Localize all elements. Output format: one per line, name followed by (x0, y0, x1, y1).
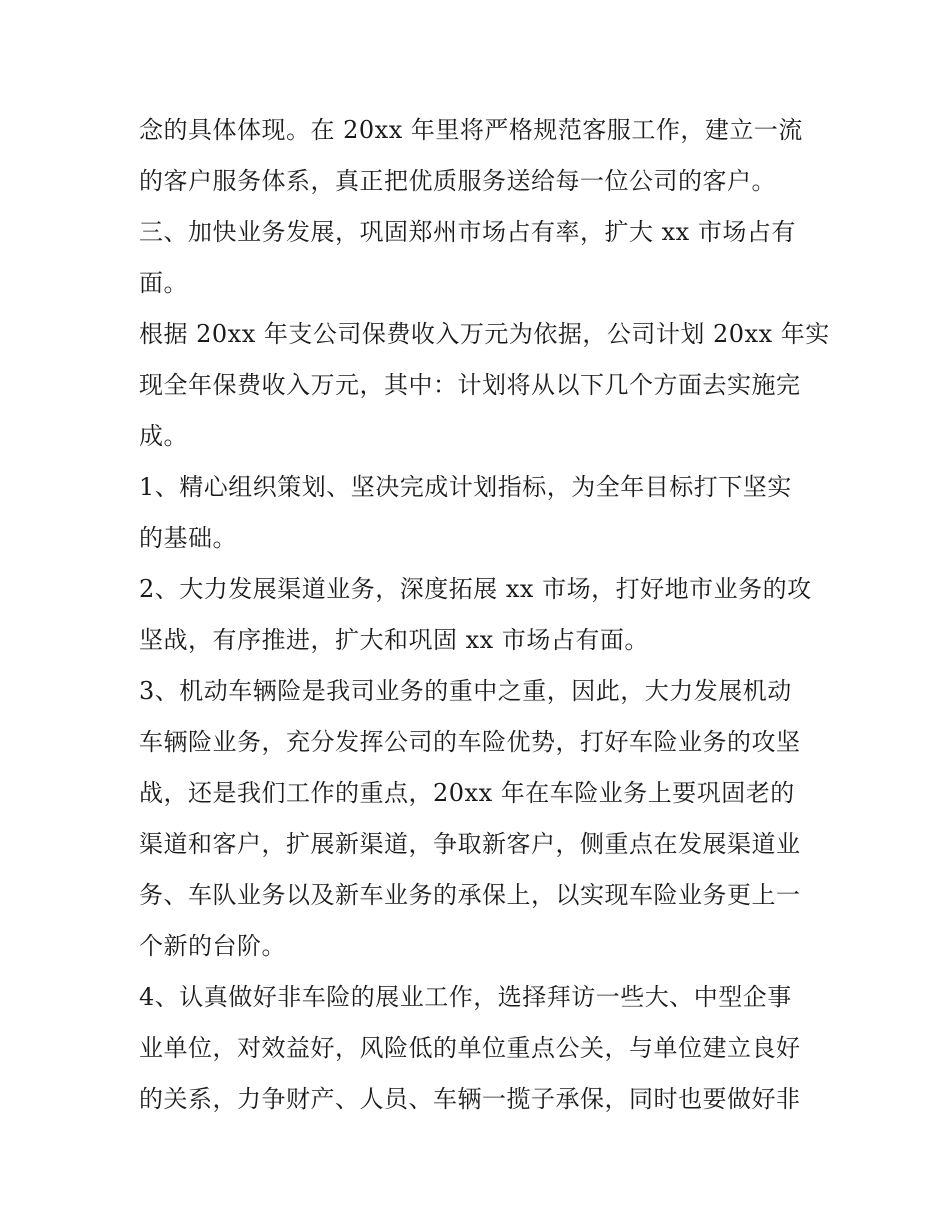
list-item-line: 坚战，有序推进，扩大和巩固 xx 市场占有面。 (139, 626, 649, 654)
text-line: 现全年保费收入万元，其中：计划将从以下几个方面去实施完 (139, 371, 801, 399)
list-item-line: 4、认真做好非车险的展业工作，选择拜访一些大、中型企事 (139, 983, 792, 1011)
text-line: 成。 (139, 422, 188, 450)
list-item-line: 务、车队业务以及新车业务的承保上，以实现车险业务更上一 (139, 881, 801, 909)
list-item-line: 的关系，力争财产、人员、车辆一揽子承保，同时也要做好非 (139, 1085, 801, 1113)
list-item-line: 战，还是我们工作的重点，20xx 年在车险业务上要巩固老的 (139, 779, 795, 807)
text-line: 念的具体体现。在 20xx 年里将严格规范客服工作，建立一流 (139, 116, 803, 144)
list-item-line: 业单位，对效益好，风险低的单位重点公关，与单位建立良好 (139, 1034, 801, 1062)
text-line: 根据 20xx 年支公司保费收入万元为依据，公司计划 20xx 年实 (139, 320, 830, 348)
list-item-line: 渠道和客户，扩展新渠道，争取新客户，侧重点在发展渠道业 (139, 830, 801, 858)
list-item-line: 1、精心组织策划、坚决完成计划指标，为全年目标打下坚实 (139, 473, 792, 501)
list-item-line: 车辆险业务，充分发挥公司的车险优势，打好车险业务的攻坚 (139, 728, 801, 756)
list-item-line: 的基础。 (139, 524, 237, 552)
document-body (139, 105, 839, 1125)
text-line: 的客户服务体系，真正把优质服务送给每一位公司的客户。 (139, 167, 776, 195)
list-item-line: 3、机动车辆险是我司业务的重中之重，因此，大力发展机动 (139, 677, 792, 705)
section-heading-line: 面。 (139, 269, 188, 297)
list-item-line: 2、大力发展渠道业务，深度拓展 xx 市场，打好地市业务的攻 (139, 575, 812, 603)
list-item-line: 个新的台阶。 (139, 932, 286, 960)
section-heading-line: 三、加快业务发展，巩固郑州市场占有率，扩大 xx 市场占有 (139, 218, 796, 246)
